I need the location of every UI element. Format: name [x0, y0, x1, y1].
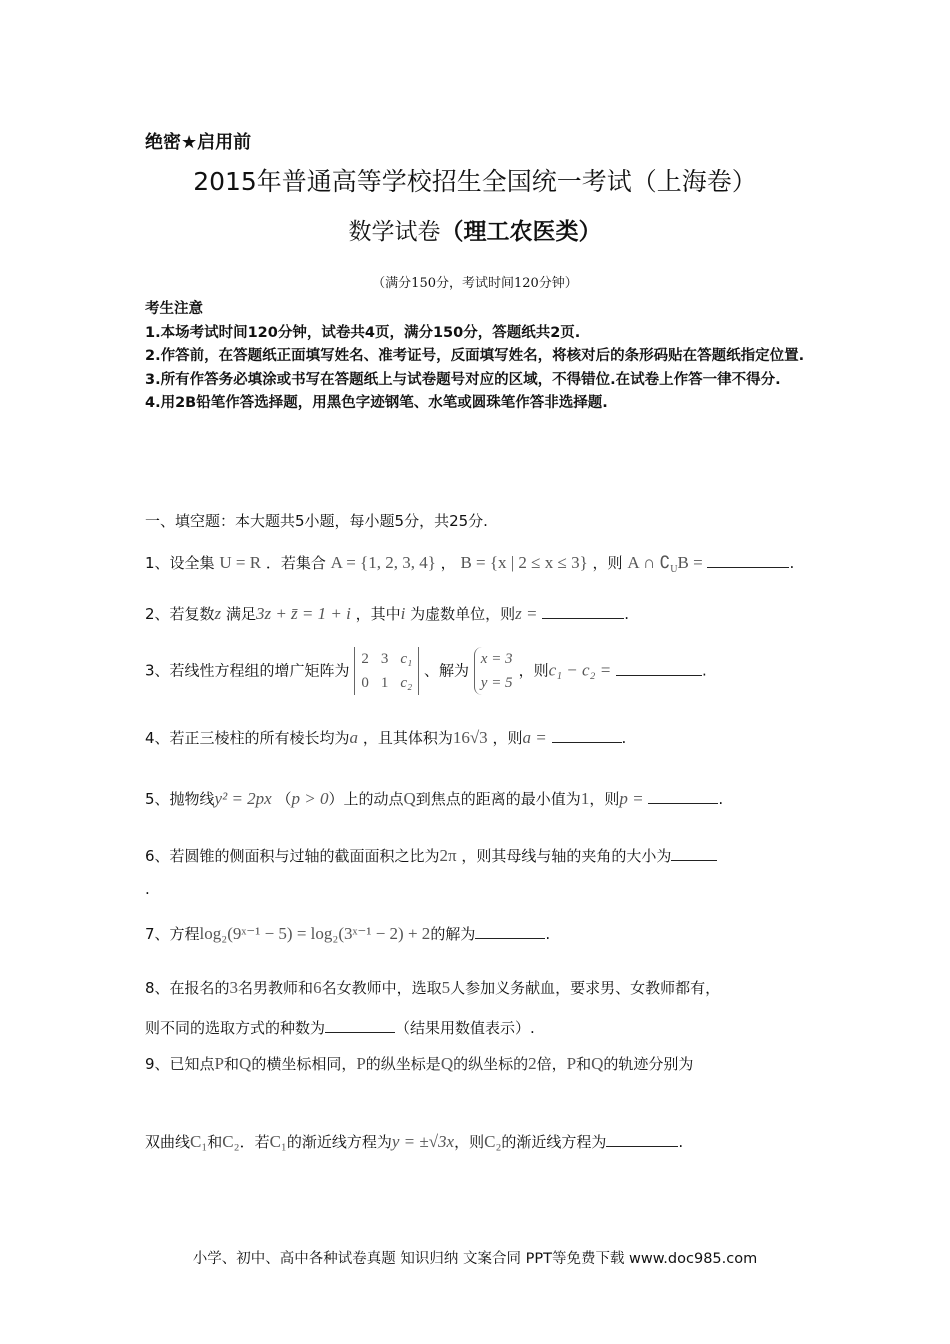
math-expr: z [214, 604, 222, 623]
math-expr: 1 [580, 789, 590, 808]
secret-label: 绝密★启用前 [145, 132, 252, 153]
question-1: 1、设全集 U = R ．若集合 A = {1, 2, 3, 4} ， B = {x | 2 ≤ x ≤ 3} ，则 A ∩ $∁_UB$ = . [145, 553, 795, 575]
math-expr: 3z + z̄ = 1 + i [255, 604, 351, 623]
answer-blank[interactable] [475, 924, 545, 939]
math-expr: a = [522, 728, 547, 747]
exam-title: 2015年普通高等学校招生全国统一考试（上海卷） [193, 167, 757, 196]
math-expr: log₂(9ˣ⁻¹ − 5) = log₂(3ˣ⁻¹ − 2) + 2 [199, 924, 431, 943]
math-expr: B = {x | 2 ≤ x ≤ 3} [460, 553, 588, 572]
notice-item: 4.用2B铅笔作答选择题，用黑色字迹钢笔、水笔或圆珠笔作答非选择题. [145, 395, 608, 411]
question-3: 3、若线性方程组的增广矩阵为 2 3 c₁ 0 1 c₂ 、解为 x = 3 y = 5，则c₁ − c₂ = . [145, 647, 707, 695]
math-expr: C₁ [269, 1132, 287, 1151]
math-expr: P [566, 1054, 577, 1073]
math-expr: P [356, 1054, 366, 1073]
footer-text: 小学、初中、高中各种试卷真题 知识归纳 文案合同 PPT等免费下载 www.doc985.com [192, 1251, 758, 1267]
question-9-line2: 双曲线C₁和C₂．若C₁的渐近线方程为y = ±√3x，则C₂的渐近线方程为 . [145, 1132, 684, 1151]
question-6: 6、若圆锥的侧面积与过轴的截面面积之比为2π ，则其母线与轴的夹角的大小为 [145, 845, 717, 866]
math-expr: 3 [229, 978, 239, 997]
answer-blank[interactable] [707, 553, 789, 568]
question-8: 8、在报名的3名男教师和6名女教师中，选取5人参加义务献血，要求男、女教师都有， [145, 978, 721, 997]
answer-blank[interactable] [671, 846, 717, 861]
section-title: 一、填空题：本大题共5小题，每小题5分，共25分. [145, 512, 488, 530]
notice-item: 1.本场考试时间120分钟，试卷共4页，满分150分，答题纸共2页. [145, 324, 581, 341]
math-expr: Q [440, 1054, 454, 1073]
math-expr: 5 [441, 978, 451, 997]
math-expr: i [400, 604, 406, 623]
candidate-notice [145, 298, 815, 416]
question-5: 5、抛物线y² = 2px （p > 0）上的动点Q到焦点的距离的最小值为1，则p = . [145, 789, 724, 808]
notice-heading: 考生注意 [145, 301, 203, 317]
math-expr: 6 [313, 978, 322, 997]
augmented-matrix: 2 3 c₁ 0 1 c₂ [354, 647, 419, 695]
question-2: 2、若复数z 满足3z + z̄ = 1 + i ，其中i 为虚数单位，则z = . [145, 604, 630, 623]
math-expr: 2π [439, 846, 457, 865]
question-6-end: . [145, 880, 150, 898]
math-expr: P [214, 1054, 225, 1073]
notice-item: 2.作答前，在答题纸正面填写姓名、准考证号，反面填写姓名，将核对后的条形码贴在答题纸指定位置. [145, 348, 805, 364]
subject-name: 数学试卷 [348, 219, 441, 245]
math-expr: p = [619, 789, 644, 808]
math-expr: p > 0 [291, 789, 329, 808]
math-expr: 2 [528, 1054, 537, 1073]
math-expr: U = R [219, 553, 262, 572]
question-8-line2: 则不同的选取方式的种数为 （结果用数值表示）. [145, 1019, 535, 1037]
math-expr: A = {1, 2, 3, 4} [330, 553, 436, 572]
math-expr: C₂ [484, 1132, 502, 1151]
answer-blank[interactable] [552, 728, 622, 743]
math-expr: 16√3 [452, 728, 488, 747]
answer-blank[interactable] [616, 661, 702, 676]
math-expr: y² = 2px [214, 789, 272, 808]
math-expr: z = [515, 604, 538, 623]
answer-blank[interactable] [648, 789, 718, 804]
question-4: 4、若正三棱柱的所有棱长均为a ，且其体积为16√3 ，则a = . [145, 728, 627, 747]
math-expr: c₁ − c₂ = [548, 660, 612, 680]
notice-item: 3.所有作答务必填涂或书写在答题纸上与试卷题号对应的区域，不得错位.在试卷上作答一律不得分. [145, 371, 781, 388]
math-expr: a [349, 728, 359, 747]
math-expr: A ∩ ∁ [627, 553, 671, 572]
answer-blank[interactable] [606, 1132, 678, 1147]
subject-title [0, 213, 950, 246]
subject-type: （理工农医类） [440, 219, 602, 245]
question-7: 7、方程log₂(9ˣ⁻¹ − 5) = log₂(3ˣ⁻¹ − 2) + 2的解为 . [145, 924, 551, 943]
answer-blank[interactable] [325, 1018, 395, 1033]
math-expr: C₁ [190, 1132, 208, 1151]
math-expr: Q [239, 1054, 252, 1073]
math-expr: Q [591, 1054, 604, 1073]
question-9: 9、已知点P和Q的横坐标相同，P的纵坐标是Q的纵坐标的2倍，P和Q的轨迹分别为 [145, 1054, 694, 1073]
math-expr: Q [403, 789, 416, 808]
equation-system: x = 3 y = 5 [474, 647, 519, 695]
answer-blank[interactable] [542, 604, 624, 619]
math-expr: y = ±√3x [391, 1132, 455, 1151]
math-expr: C₂ [222, 1132, 240, 1151]
score-time: （满分150分，考试时间120分钟） [372, 276, 578, 291]
